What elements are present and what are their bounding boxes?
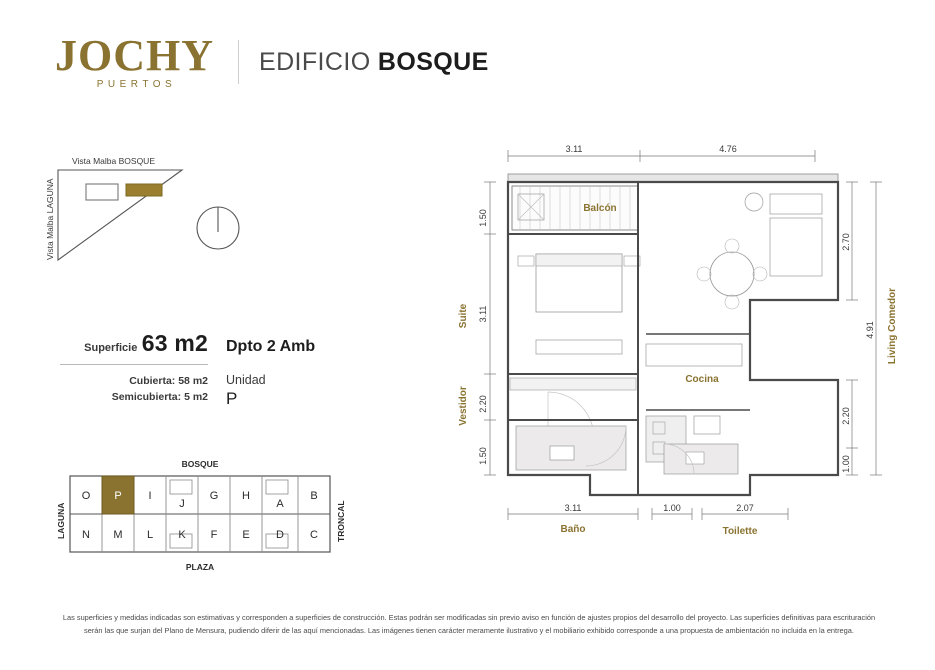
balcon-area xyxy=(512,186,638,230)
keyplan-unit-L: L xyxy=(146,529,154,541)
keyplan-unit-E: E xyxy=(242,529,250,541)
legal-line-1: Las superficies y medidas indicadas son estimativas y corresponden a superficies de construcción. Estas podrán ser modificadas sin previo aviso en función de ajustes propios del desarrollo del proyecto. Las superficies definitivas para escrituración xyxy=(62,613,876,622)
dining-table-icon xyxy=(710,252,754,296)
chair-icon xyxy=(753,267,767,281)
dim-left-1: 1.50 xyxy=(478,209,488,227)
unidad-block xyxy=(218,373,266,409)
surface-total-value: 63 m2 xyxy=(141,330,208,356)
surface-divider-row xyxy=(60,357,350,373)
keyplan-unit-M: M xyxy=(113,529,123,541)
apartment-floorplan xyxy=(440,130,900,570)
dim-right-2: 2.20 xyxy=(841,407,851,425)
keyplan-unit-N: N xyxy=(82,529,90,541)
orientation-top-label: Vista Malba BOSQUE xyxy=(72,156,155,166)
rug-icon xyxy=(770,218,822,276)
orientation-block xyxy=(86,184,118,200)
key-plan xyxy=(52,450,372,585)
sofa-icon xyxy=(770,194,822,214)
closet-icon xyxy=(510,378,636,390)
surface-info xyxy=(60,330,350,409)
surface-total-row xyxy=(60,330,350,357)
page-title xyxy=(259,48,489,77)
toilette-room xyxy=(664,444,738,474)
dim-bottom-left: 3.11 xyxy=(564,503,582,513)
dim-right-3: 1.00 xyxy=(841,455,851,473)
dim-top-right: 4.76 xyxy=(719,144,737,154)
living-comedor-room xyxy=(697,193,822,309)
lamp-icon xyxy=(745,193,763,211)
dim-left-4: 1.50 xyxy=(478,447,488,465)
keyplan-unit-F: F xyxy=(210,529,218,541)
dpto-label: Dpto 2 Amb xyxy=(226,338,316,355)
header-divider xyxy=(238,40,239,84)
dim-right-lines xyxy=(846,182,882,475)
semicovered-value: 5 m2 xyxy=(184,391,208,404)
keyplan-unit-D: D xyxy=(276,529,284,541)
label-vestidor: Vestidor xyxy=(458,386,469,426)
surface-divider xyxy=(60,364,208,365)
surface-dpto xyxy=(218,338,315,356)
label-bano: Baño xyxy=(560,524,586,535)
orientation-highlight xyxy=(126,184,162,196)
dim-right-1: 2.70 xyxy=(841,233,851,251)
keyplan-unit-B: B xyxy=(310,490,318,502)
label-toilette: Toilette xyxy=(722,526,758,537)
label-balcon: Balcón xyxy=(583,203,617,214)
balcony-slab xyxy=(508,174,838,182)
covered-row xyxy=(60,373,208,389)
keyplan-unit-C: C xyxy=(310,529,318,541)
page-title-light: EDIFICIO xyxy=(259,47,371,76)
chair-icon xyxy=(725,239,739,253)
toilet-icon xyxy=(686,452,704,464)
keyplan-label-left: LAGUNA xyxy=(56,502,66,539)
keyplan-unit-J: J xyxy=(179,498,185,510)
dim-bottom-mid: 1.00 xyxy=(663,503,681,513)
surface-total-left xyxy=(60,330,218,357)
unidad-value: P xyxy=(226,389,238,408)
keyplan-unit-P: P xyxy=(114,490,122,502)
dim-bottom-right: 2.07 xyxy=(736,503,754,513)
dresser-icon xyxy=(536,340,622,354)
legal-line-2: serán las que surjan del Plano de Mensura, pudiendo diferir de las aquí mencionadas. Las imágenes tienen carácter meramente ilustrativo y el mobiliario exhibido corresponde a una propuesta de ambientación no incluida en la entrega. xyxy=(84,625,854,635)
brand-name: JOCHY xyxy=(55,31,214,80)
brand-logo xyxy=(55,31,214,90)
suite-room xyxy=(518,254,640,354)
counter-icon xyxy=(646,344,742,366)
keyplan-label-right: TRONCAL xyxy=(336,500,346,542)
sink-icon xyxy=(550,446,574,460)
surface-detail xyxy=(60,373,218,406)
orientation-left-label: Vista Malba LAGUNA xyxy=(45,178,55,260)
nightstand-left-icon xyxy=(518,256,534,266)
label-suite: Suite xyxy=(458,303,469,329)
keyplan-unit-A: A xyxy=(276,498,284,510)
label-cocina: Cocina xyxy=(685,374,719,385)
legal-footer xyxy=(50,612,888,638)
keyplan-label-bottom: PLAZA xyxy=(185,562,215,572)
unidad-label: Unidad xyxy=(226,373,266,387)
dim-top-left: 3.11 xyxy=(565,144,583,154)
fridge-icon xyxy=(694,416,720,434)
keyplan-unit-I: I xyxy=(148,490,152,502)
surface-label: Superficie xyxy=(84,342,138,354)
covered-label: Cubierta: xyxy=(129,375,176,387)
keyplan-unit-K: K xyxy=(178,529,186,541)
covered-value: 58 m2 xyxy=(178,375,208,387)
keyplan-unit-O: O xyxy=(81,490,91,502)
keyplan-unit-H: H xyxy=(242,490,250,502)
chair-icon xyxy=(697,267,711,281)
dim-top-lines xyxy=(508,150,815,162)
orientation-diagram xyxy=(42,148,262,278)
label-living-comedor: Living Comedor xyxy=(887,287,898,365)
bano-room xyxy=(516,426,626,470)
keyplan-unit-G: G xyxy=(209,490,219,502)
dim-right-outer: 4.91 xyxy=(865,321,875,339)
semicovered-label: Semicubierta: xyxy=(111,391,182,404)
brand-subtitle: PUERTOS xyxy=(96,79,177,90)
dim-left-2: 3.11 xyxy=(478,305,488,323)
page-header xyxy=(55,31,489,90)
page-title-bold: BOSQUE xyxy=(377,47,489,76)
semicovered-row xyxy=(60,389,208,405)
chair-icon xyxy=(725,295,739,309)
orientation-triangle xyxy=(58,170,182,260)
dim-left-3: 2.20 xyxy=(478,395,488,413)
surface-detail-row xyxy=(60,373,350,409)
keyplan-label-top: BOSQUE xyxy=(181,459,219,469)
